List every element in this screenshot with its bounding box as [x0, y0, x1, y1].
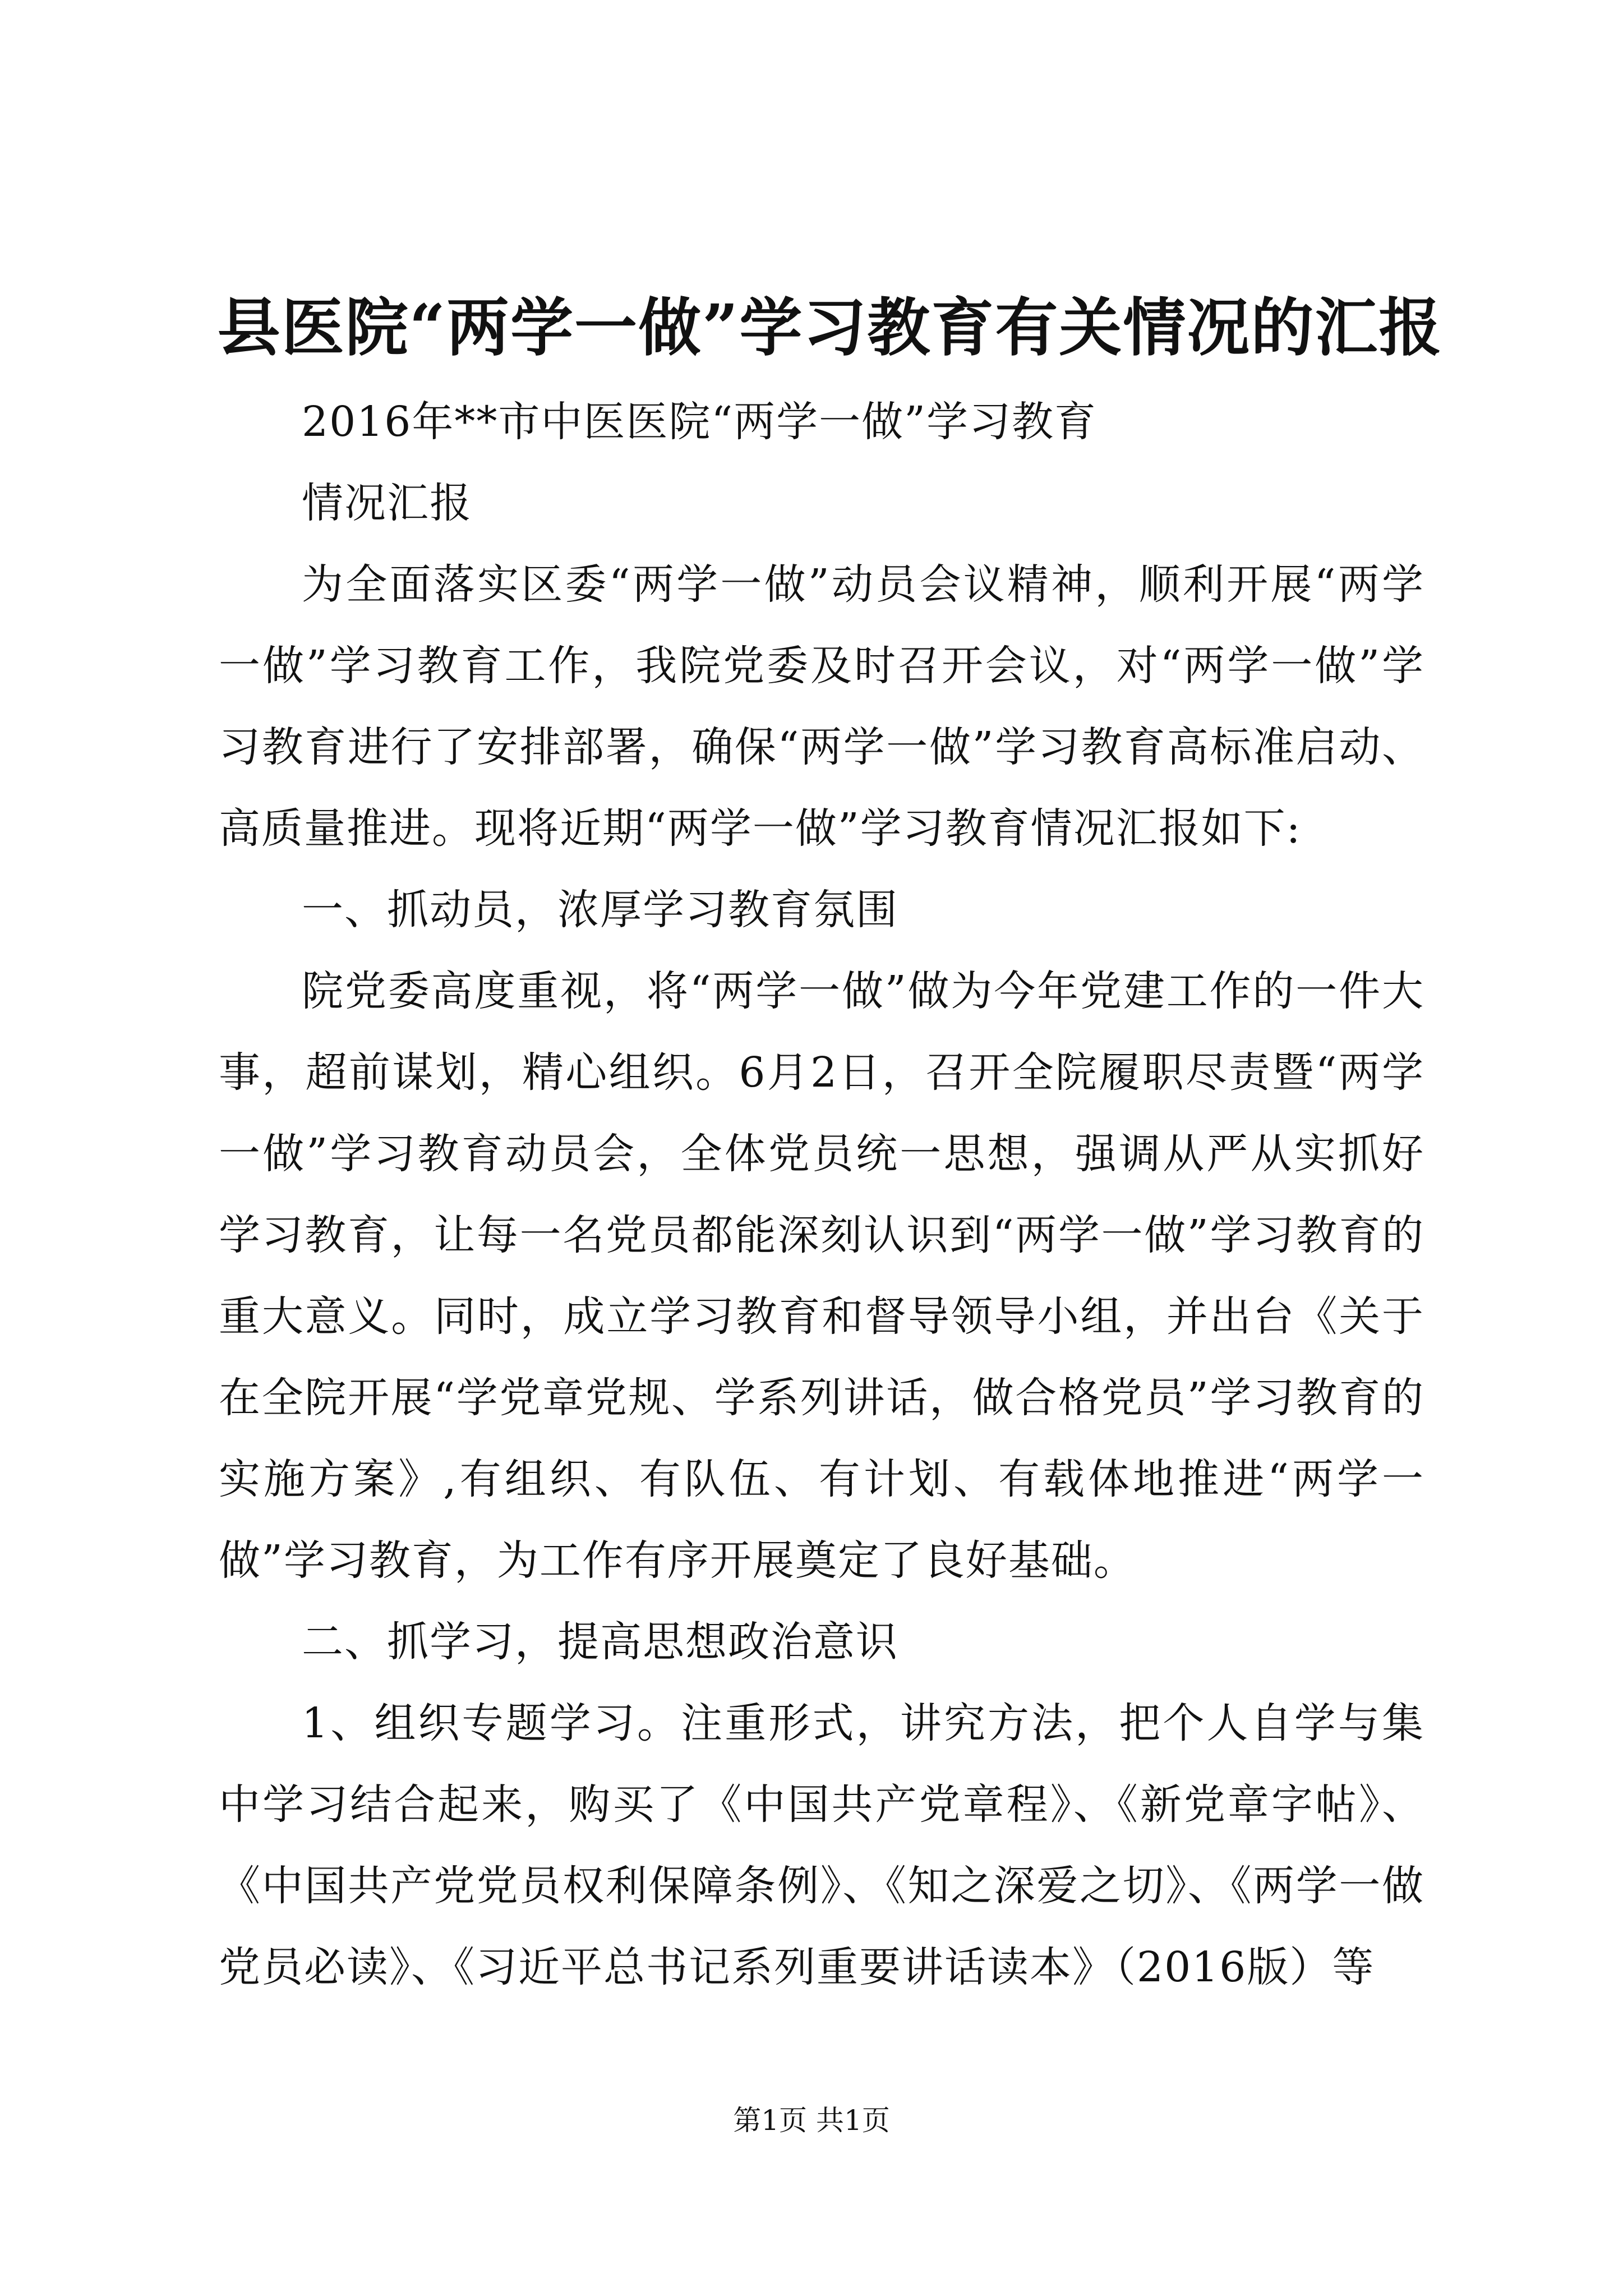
section-heading-2: 二、抓学习，提高思想政治意识 [302, 1618, 898, 1666]
paragraph-subtitle-line1: 2016年**市中医医院“两学一做”学习教育 [302, 398, 1097, 446]
paragraph-section-1: 院党委高度重视，将“两学一做”做为今年党建工作的一件大事，超前谋划，精心组织。6月2日，召开全院履职尽责暨“两学一做”学习教育动员会，全体党员统一思想，强调从严从实抓好学习教育，让每一名党员都能深刻认识到“两学一做”学习教育的重大意义。同时，成立学习教育和督导领导小组，并出台《关于在全院开展“学党章党规、学系列讲话，做合格党员”学习教育的实施方案》,有组织、有队伍、有计划、有载体地推进“两学一做”学习教育，为工作有序开展奠定了良好基础。 [219, 967, 1424, 1585]
page-footer: 第1页 共1页 [733, 2104, 890, 2137]
paragraph-subtitle-line2: 情况汇报 [302, 479, 472, 527]
paragraph-section-2-item-1: 1、组织专题学习。注重形式，讲究方法，把个人自学与集中学习结合起来，购买了《中国共产党章程》、《新党章字帖》、《中国共产党党员权利保障条例》、《知之深爱之切》、《两学一做党员必读》、《习近平总书记系列重要讲话读本》（2016版）等 [219, 1699, 1424, 1991]
section-heading-1: 一、抓动员，浓厚学习教育氛围 [302, 886, 898, 934]
paragraph-intro: 为全面落实区委“两学一做”动员会议精神，顺利开展“两学一做”学习教育工作，我院党委及时召开会议，对“两学一做”学习教育进行了安排部署，确保“两学一做”学习教育高标准启动、高质量推进。现将近期“两学一做”学习教育情况汇报如下: [219, 560, 1424, 853]
document-title: 县医院“两学一做”学习教育有关情况的汇报 [217, 291, 1443, 365]
document-body [219, 381, 1424, 2008]
